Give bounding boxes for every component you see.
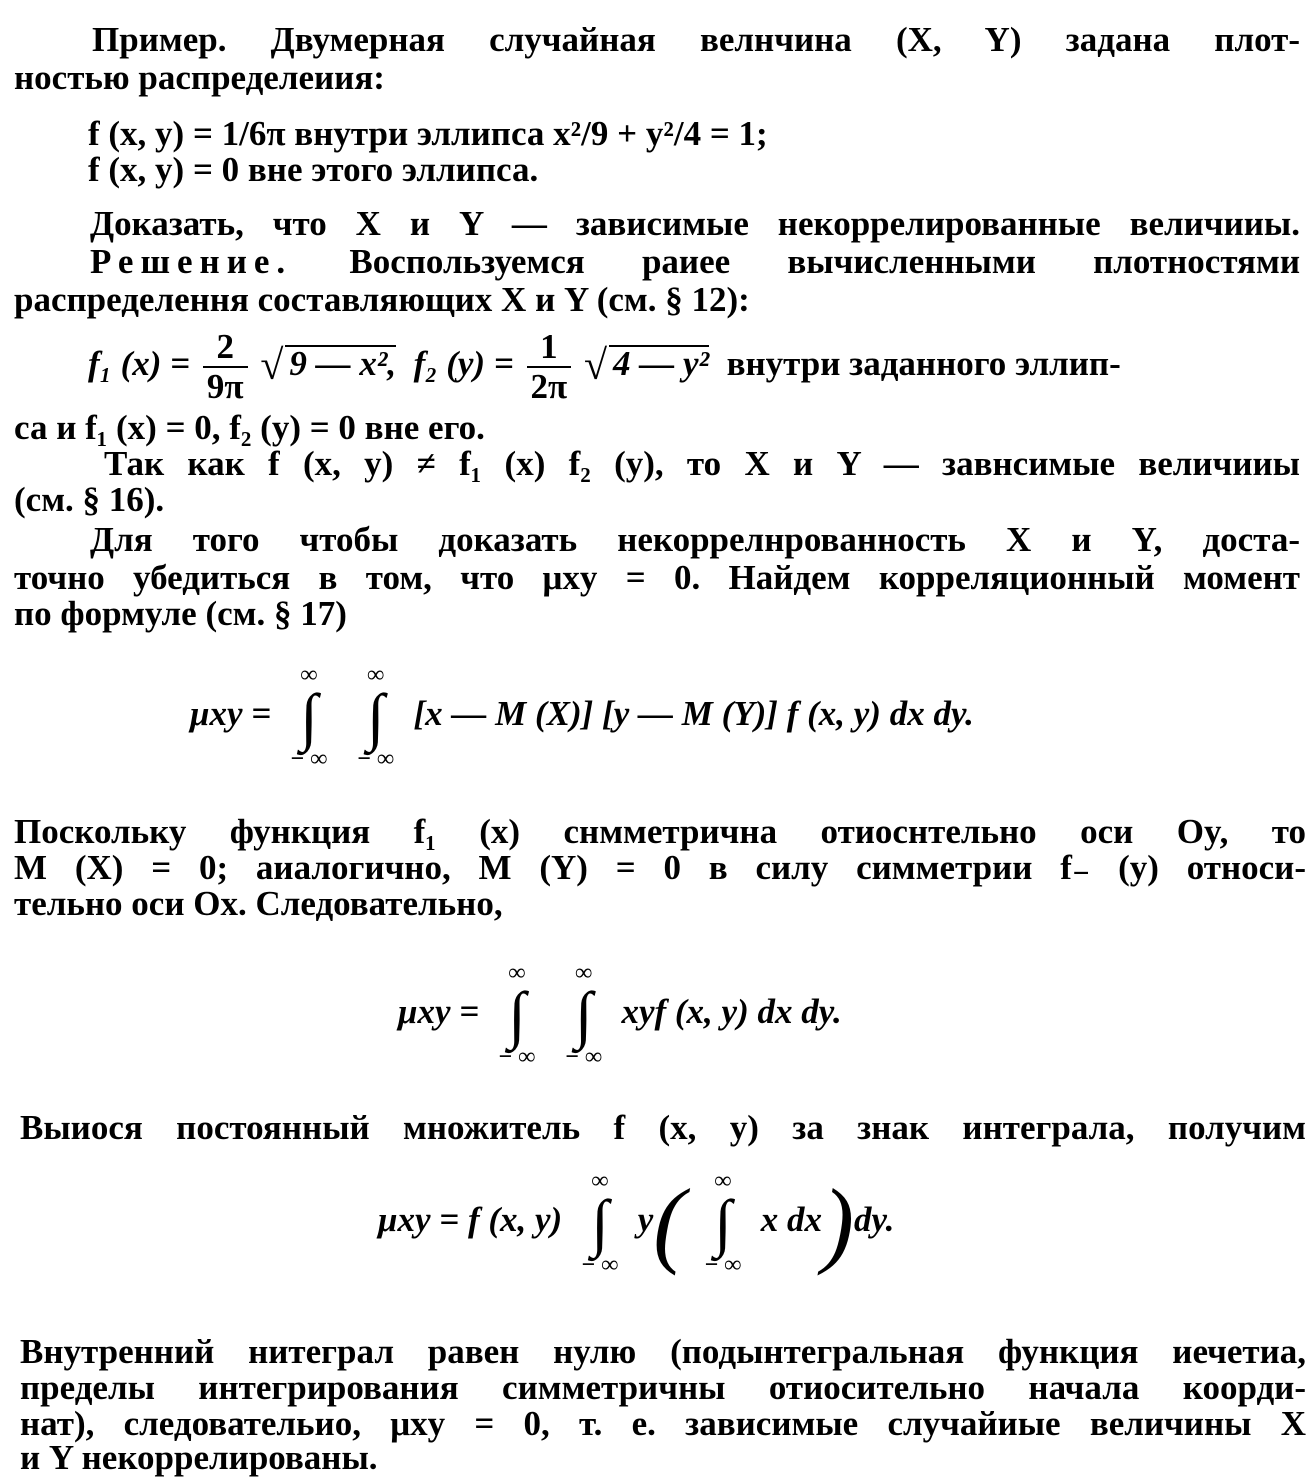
lower-limit: − ∞	[357, 746, 395, 772]
integral-sign: ∫	[508, 979, 526, 1050]
formula-2-body: xyf (x, y) dx dy.	[621, 992, 842, 1032]
sqrt-sign: √	[260, 343, 284, 390]
symmetry-line-2: M (X) = 0; аиалогично, M (Y) = 0 в силу симметрии f₋ (y) относи-	[14, 848, 1306, 887]
upper-limit: ∞	[367, 662, 385, 688]
integral-sign: ∫	[574, 979, 593, 1050]
formula-2	[398, 960, 842, 1070]
f2-radicand: 4 — y²	[609, 345, 709, 381]
symmetry-line-3: тельно оси Ox. Следовательно,	[14, 884, 503, 923]
formula-1-body: [x — M (X)] [y — M (Y)] f (x, y) dx dy.	[413, 694, 974, 734]
formula-1	[190, 662, 974, 772]
symmetry-line-1: Поскольку функция f₁ (x) снмметрична отиоснтельно оси Oy, то	[14, 812, 1306, 851]
marginals-line-2: са и f₁ (x) = 0, f₂ (y) = 0 вне его.	[14, 408, 485, 447]
f1-lhs: f₁ (x) =	[88, 344, 191, 384]
example-line-2: ностью распределеиия:	[14, 58, 385, 97]
upper-limit: ∞	[591, 1168, 609, 1194]
integral-2a	[494, 960, 540, 1070]
f2-fraction	[527, 328, 572, 406]
formula-2-lhs: μxy =	[398, 992, 480, 1032]
conclusion-line-3: нат), следовательио, μxy = 0, т. е. зависимые случайиые величины X	[20, 1404, 1306, 1443]
factor-line: Выиося постоянный множитель f (x, y) за знак интеграла, получим	[20, 1108, 1306, 1147]
density-line-2: f (x, y) = 0 вне этого эллипса.	[88, 150, 539, 189]
integral-1a	[286, 662, 332, 772]
sqrt-sign: √	[583, 343, 608, 390]
solution-label: Решение.	[90, 242, 293, 281]
solution-line-2: распределення составляющих X и Y (см. § 12):	[14, 280, 750, 319]
integral-2b	[561, 960, 607, 1070]
f1-radicand: 9 — x²,	[285, 345, 396, 381]
solution-text: Воспользуемся раиее вычисленными плотностями	[349, 242, 1300, 281]
f1-denominator: 9π	[206, 367, 244, 406]
left-paren: (	[653, 1169, 686, 1276]
formula-3-tail: dy.	[853, 1200, 895, 1240]
marginals-formula	[88, 328, 1121, 406]
f2-numerator: 1	[527, 328, 572, 368]
example-title: Пример.	[92, 20, 227, 59]
density-line-1: f (x, y) = 1/6π внутри эллипса x²/9 + y²/4 = 1;	[88, 114, 768, 153]
uncorr-line-3: по формуле (см. § 17)	[14, 594, 347, 633]
upper-limit: ∞	[575, 960, 593, 986]
integral-3a	[577, 1168, 623, 1278]
conclusion-line-2: пределы интегрирования симметричны отиосительно начала коорди-	[20, 1368, 1306, 1407]
right-paren: )	[821, 1169, 854, 1276]
upper-limit: ∞	[714, 1168, 732, 1194]
prove-statement: Доказать, что X и Y — зависимые некоррелированные величииы.	[90, 204, 1300, 243]
conclusion-line-4: и Y некоррелированы.	[20, 1438, 378, 1477]
formula-1-lhs: μxy =	[190, 694, 272, 734]
f1-fraction	[203, 328, 248, 406]
lower-limit: − ∞	[290, 746, 328, 772]
formula-3-lhs: μxy = f (x, y)	[378, 1200, 563, 1240]
integral-sign: ∫	[300, 681, 318, 752]
conclusion-line-1: Внутренний нитеграл равен нулю (подынтегральная функция иечетиа,	[20, 1332, 1306, 1371]
integral-sign: ∫	[366, 681, 385, 752]
integral-1b	[353, 662, 399, 772]
solution-line-1	[90, 244, 1300, 280]
integral-3b	[700, 1168, 746, 1278]
formula-3-y: y	[637, 1200, 654, 1240]
integral-sign: ∫	[591, 1187, 609, 1258]
upper-limit: ∞	[300, 662, 318, 688]
example-text: Двумерная случайная велнчина (X, Y) задана плот-	[270, 20, 1300, 59]
dependence-line-1: Так как f (x, y) ≠ f₁ (x) f₂ (y), то X и Y — завнсимые величииы	[104, 444, 1300, 483]
lower-limit: − ∞	[704, 1252, 742, 1278]
integral-sign: ∫	[714, 1187, 732, 1258]
f2-lhs: f₂ (y) =	[413, 344, 514, 384]
uncorr-line-1: Для того чтобы доказать некоррелнрованность X и Y, доста-	[90, 520, 1300, 559]
example-line-1	[92, 22, 1300, 58]
lower-limit: − ∞	[565, 1044, 603, 1070]
upper-limit: ∞	[508, 960, 526, 986]
f2-denominator: 2π	[530, 367, 568, 406]
marginals-tail: внутри заданного эллип-	[726, 344, 1121, 384]
formula-3	[378, 1168, 894, 1278]
lower-limit: − ∞	[498, 1044, 536, 1070]
dependence-line-2: (см. § 16).	[14, 480, 165, 519]
formula-3-inner: x dx	[760, 1200, 822, 1240]
uncorr-line-2: точно убедиться в том, что μxy = 0. Найдем корреляционный момент	[14, 558, 1300, 597]
lower-limit: − ∞	[581, 1252, 619, 1278]
f1-numerator: 2	[203, 328, 248, 368]
